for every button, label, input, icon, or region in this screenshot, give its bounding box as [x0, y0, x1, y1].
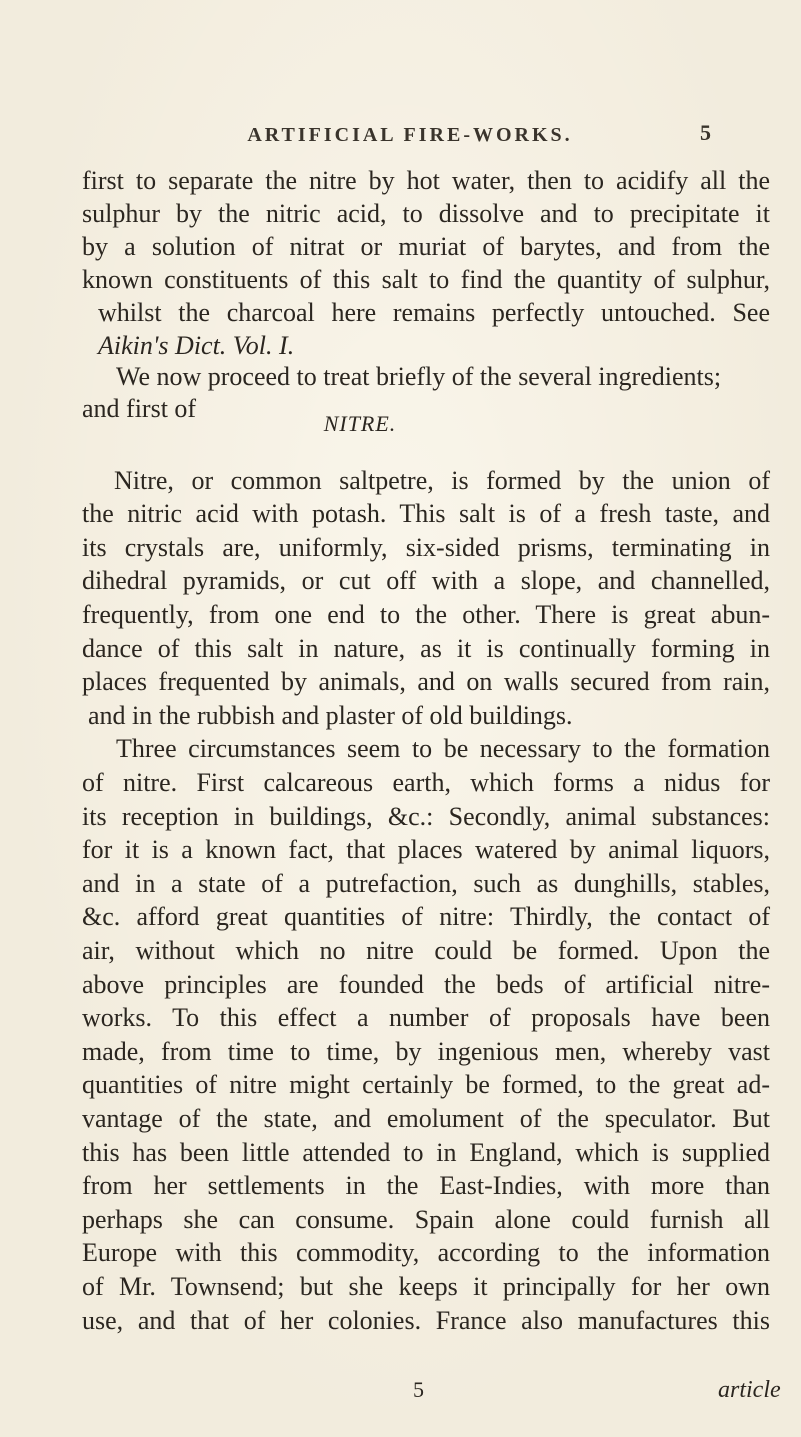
text-line: Nitre, or common saltpetre, is formed by the union of — [114, 466, 770, 495]
text-line: known constituents of this salt to find the quantity of sulphur, — [82, 265, 770, 294]
text-line: made, from time to time, by ingenious men, whereby vast — [82, 1037, 770, 1066]
text-line: whilst the charcoal here remains perfectly untouched. See — [98, 298, 770, 327]
text-line: dance of this salt in nature, as it is continually forming in — [82, 634, 770, 663]
text-line: of Mr. Townsend; but she keeps it principally for her own — [82, 1272, 770, 1301]
text-line: its crystals are, uniformly, six-sided prisms, terminating in — [82, 533, 770, 562]
text-line: and in a state of a putrefaction, such as dunghills, stables, — [82, 869, 770, 898]
text-line: its reception in buildings, &c.: Secondly, animal substances: — [82, 802, 770, 831]
text-line: We now proceed to treat briefly of the several ingredients; — [116, 362, 722, 391]
section-heading: NITRE. — [323, 411, 397, 436]
text-line: vantage of the state, and emolument of the speculator. But — [82, 1104, 770, 1133]
text-line: use, and that of her colonies. France also manufactures this — [82, 1306, 770, 1335]
catchword: article — [718, 1377, 781, 1403]
text-line: Europe with this commodity, according to the information — [82, 1238, 770, 1267]
signature-mark: 5 — [413, 1377, 424, 1402]
text-line: dihedral pyramids, or cut off with a slope, and channelled, — [82, 566, 770, 595]
text-line: and first of — [82, 394, 197, 423]
text-line: &c. afford great quantities of nitre: Thirdly, the contact of — [82, 902, 770, 931]
text-line: this has been little attended to in England, which is supplied — [82, 1138, 770, 1167]
text-line: perhaps she can consume. Spain alone could furnish all — [82, 1205, 770, 1234]
text-line: the nitric acid with potash. This salt is of a fresh taste, and — [82, 499, 770, 528]
running-head: ARTIFICIAL FIRE-WORKS. — [247, 124, 573, 146]
text-line: above principles are founded the beds of artificial nitre- — [82, 970, 770, 999]
text-line: from her settlements in the East-Indies, with more than — [82, 1171, 770, 1200]
text-line: by a solution of nitrat or muriat of barytes, and from the — [82, 232, 770, 261]
text-line: air, without which no nitre could be formed. Upon the — [82, 936, 770, 965]
text-line: Aikin's Dict. Vol. I. — [98, 331, 295, 360]
text-line: and in the rubbish and plaster of old buildings. — [88, 701, 573, 730]
page-number: 5 — [700, 120, 711, 145]
text-line: first to separate the nitre by hot water, then to acidify all the — [82, 166, 770, 195]
text-line: for it is a known fact, that places watered by animal liquors, — [82, 835, 770, 864]
text-line: frequently, from one end to the other. There is great abun- — [82, 600, 770, 629]
text-line: Three circumstances seem to be necessary to the formation — [116, 734, 770, 763]
text-line: of nitre. First calcareous earth, which forms a nidus for — [82, 768, 770, 797]
text-line: places frequented by animals, and on walls secured from rain, — [82, 667, 770, 696]
text-line: sulphur by the nitric acid, to dissolve and to precipitate it — [82, 199, 770, 228]
text-line: quantities of nitre might certainly be formed, to the great ad- — [82, 1070, 770, 1099]
text-line: works. To this effect a number of proposals have been — [82, 1003, 770, 1032]
